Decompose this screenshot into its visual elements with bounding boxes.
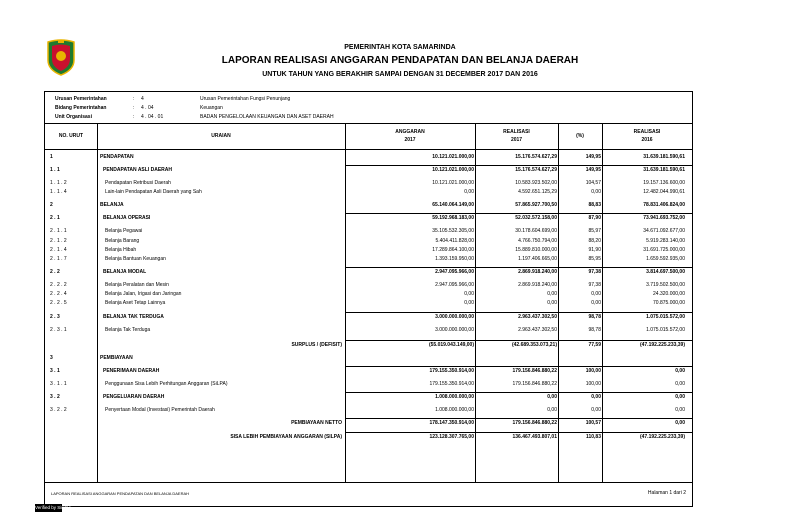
row-number: 3 . 1 xyxy=(50,368,60,374)
cell-percentage: 77,59 xyxy=(588,342,601,348)
cell-realisasi: 0,00 xyxy=(547,291,557,297)
cell-percentage: 149,95 xyxy=(585,167,601,173)
table-row xyxy=(45,215,692,225)
cell-realisasi-2016: 31.639.181.590,61 xyxy=(643,154,685,160)
cell-anggaran: 0,00 xyxy=(464,291,474,297)
cell-realisasi: 0,00 xyxy=(547,300,557,306)
divider xyxy=(45,482,692,483)
cell-percentage: 0,00 xyxy=(591,300,601,306)
cell-realisasi: 2.963.437.302,50 xyxy=(518,327,557,333)
cell-realisasi-2016: 5.919.283.140,00 xyxy=(646,238,685,244)
cell-anggaran: 179.155.350.914,00 xyxy=(429,368,474,374)
cell-percentage: 88,83 xyxy=(588,202,601,208)
cell-anggaran: 65.140.064.149,00 xyxy=(432,202,474,208)
cell-percentage: 97,38 xyxy=(588,269,601,275)
cell-anggaran: 1.008.000.000,00 xyxy=(435,407,474,413)
cell-percentage: 91,90 xyxy=(588,247,601,253)
cell-realisasi: 30.178.604.699,00 xyxy=(515,228,557,234)
table-row xyxy=(45,407,692,417)
cell-realisasi: 0,00 xyxy=(547,394,557,400)
cell-anggaran: 0,00 xyxy=(464,300,474,306)
cell-realisasi-2016: (47.192.225.233,39) xyxy=(639,434,685,440)
cell-anggaran: 123.128.307.765,00 xyxy=(429,434,474,440)
row-description: SURPLUS / (DEFISIT) xyxy=(291,342,342,348)
row-description: Penyertaan Modal (Investasi) Pemerintah Daerah xyxy=(105,407,215,413)
report-period: UNTUK TAHUN YANG BERAKHIR SAMPAI DENGAN 31 DECEMBER 2017 DAN 2016 xyxy=(262,71,538,78)
row-description: SISA LEBIH PEMBIAYAAN ANGGARAN (SILPA) xyxy=(230,434,342,440)
row-number: 1 . 1 . 2 xyxy=(50,180,67,186)
row-description: PENDAPATAN ASLI DAERAH xyxy=(103,167,172,173)
cell-anggaran: 5.404.411.828,00 xyxy=(435,238,474,244)
subtotal-rule xyxy=(345,165,692,166)
cell-realisasi-2016: 3.814.697.500,00 xyxy=(646,269,685,275)
cell-percentage: 98,78 xyxy=(588,327,601,333)
cell-percentage: 88,20 xyxy=(588,238,601,244)
cell-anggaran: 2.947.095.966,00 xyxy=(435,282,474,288)
table-row xyxy=(45,189,692,199)
cell-anggaran: 179.155.350.914,00 xyxy=(429,381,474,387)
cell-percentage: 100,00 xyxy=(585,368,601,374)
cell-realisasi: 179.156.846.880,22 xyxy=(512,368,557,374)
cell-percentage: 100,57 xyxy=(585,420,601,426)
table-row xyxy=(45,355,692,365)
table-row xyxy=(45,394,692,404)
table-row xyxy=(45,300,692,310)
row-description: Belanja Peralatan dan Mesin xyxy=(105,282,169,288)
cell-realisasi-2016: 12.482.044.990,61 xyxy=(643,189,685,195)
samarinda-emblem-icon xyxy=(46,38,76,76)
cell-percentage: 97,38 xyxy=(588,282,601,288)
cell-realisasi-2016: 3.719.502.500,00 xyxy=(646,282,685,288)
row-description: Belanja Pegawai xyxy=(105,228,143,234)
table-row xyxy=(45,167,692,177)
row-number: 3 . 2 xyxy=(50,394,60,400)
cell-realisasi: 179.156.846.880,22 xyxy=(512,420,557,426)
cell-realisasi: 2.869.918.240,00 xyxy=(518,269,557,275)
row-number: 2 . 2 . 4 xyxy=(50,291,67,297)
row-description: BELANJA MODAL xyxy=(103,269,147,275)
subtotal-rule xyxy=(345,418,692,419)
subtotal-rule xyxy=(345,213,692,214)
report-title: LAPORAN REALISASI ANGGARAN PENDAPATAN DAN BELANJA DAERAH xyxy=(221,55,579,66)
table-row xyxy=(45,327,692,337)
cell-percentage: 0,00 xyxy=(591,189,601,195)
cell-realisasi: 15.889.810.000,00 xyxy=(515,247,557,253)
col-header-realisasi: REALISASI 2017 xyxy=(503,129,530,143)
table-row xyxy=(45,368,692,378)
col-header-realisasi-prev: REALISASI 2016 xyxy=(633,129,661,143)
cell-percentage: 85,95 xyxy=(588,256,601,262)
cell-realisasi: 2.963.437.302,50 xyxy=(518,314,557,320)
page-indicator: Halaman 1 dari 2 xyxy=(647,490,686,496)
cell-realisasi-2016: 19.157.136.600,00 xyxy=(643,180,685,186)
row-number: 2 . 1 . 7 xyxy=(50,256,67,262)
row-description: Belanja Barang xyxy=(105,238,140,244)
cell-realisasi-2016: 0,00 xyxy=(675,394,685,400)
cell-realisasi: 15.176.574.627,29 xyxy=(515,167,557,173)
cell-realisasi: 4.766.750.794,00 xyxy=(518,238,557,244)
table-row xyxy=(45,434,692,444)
row-description: Belanja Bantuan Keuangan xyxy=(105,256,166,262)
cell-realisasi: 15.176.574.627,29 xyxy=(515,154,557,160)
cell-percentage: 110,83 xyxy=(585,434,601,440)
table-row xyxy=(45,381,692,391)
cell-percentage: 149,95 xyxy=(585,154,601,160)
cell-anggaran: 178.147.350.914,00 xyxy=(429,420,474,426)
cell-percentage: 0,00 xyxy=(591,407,601,413)
row-number: 3 . 1 . 1 xyxy=(50,381,67,387)
cell-anggaran: 10.121.021.000,00 xyxy=(432,154,474,160)
subtotal-rule xyxy=(345,366,692,367)
verification-stamp: Verified by SimDA xyxy=(35,505,72,510)
row-description: BELANJA OPERASI xyxy=(103,215,151,221)
cell-realisasi: 52.032.572.158,00 xyxy=(515,215,557,221)
cell-anggaran: 10.121.021.000,00 xyxy=(432,180,474,186)
cell-realisasi: 1.197.406.665,00 xyxy=(518,256,557,262)
cell-percentage: 87,90 xyxy=(588,215,601,221)
table-row xyxy=(45,314,692,324)
row-number: 2 . 2 . 2 xyxy=(50,282,67,288)
divider xyxy=(45,149,692,150)
cell-realisasi-2016: 78.831.406.824,00 xyxy=(643,202,685,208)
row-description: PENDAPATAN xyxy=(100,154,134,160)
cell-percentage: 98,78 xyxy=(588,314,601,320)
col-header-uraian: URAIAN xyxy=(211,133,231,139)
table-row xyxy=(45,202,692,212)
header-government: PEMERINTAH KOTA SAMARINDA xyxy=(344,44,456,51)
cell-anggaran: 0,00 xyxy=(464,189,474,195)
subtotal-rule xyxy=(345,432,692,433)
cell-realisasi-2016: (47.192.225.233,39) xyxy=(639,342,685,348)
cell-realisasi: 179.156.846.880,22 xyxy=(512,381,557,387)
row-description: Belanja Hibah xyxy=(105,247,137,253)
cell-realisasi-2016: 0,00 xyxy=(675,368,685,374)
cell-realisasi-2016: 1.659.592.935,00 xyxy=(646,256,685,262)
cell-anggaran: 35.105.532.305,00 xyxy=(432,228,474,234)
row-description: PENERIMAAN DAERAH xyxy=(103,368,160,374)
col-header-pct: (%) xyxy=(576,133,584,139)
row-description: Lain-lain Pendapatan Asli Daerah yang Sah xyxy=(105,189,202,195)
footer-report-name: LAPORAN REALISASI ANGGARAN PENDAPATAN DAN BELANJA DAERAH xyxy=(51,491,190,496)
cell-realisasi-2016: 73.941.693.752,00 xyxy=(643,215,685,221)
cell-percentage: 104,57 xyxy=(585,180,601,186)
cell-anggaran: 59.192.968.183,00 xyxy=(432,215,474,221)
cell-realisasi: 2.869.918.240,00 xyxy=(518,282,557,288)
cell-realisasi: 57.865.927.700,50 xyxy=(515,202,557,208)
cell-anggaran: 1.393.159.950,00 xyxy=(435,256,474,262)
row-description: Pendapatan Retribusi Daerah xyxy=(105,180,171,186)
row-description: BELANJA TAK TERDUGA xyxy=(103,314,164,320)
cell-realisasi: 136.467.493.807,01 xyxy=(512,434,557,440)
cell-realisasi-2016: 1.075.015.572,00 xyxy=(646,314,685,320)
row-number: 2 . 2 xyxy=(50,269,60,275)
cell-realisasi-2016: 0,00 xyxy=(675,420,685,426)
subtotal-rule xyxy=(345,267,692,268)
report-frame: Urusan Pemerintahan : 4 Urusan Pemerintahan Fungsi Penunjang Bidang Pemerintahan : 4 . 04 Keuangan Unit Organisasi : 4 . 04 . 01 BADAN PENGELOLAAN KEUANGAN DAN ASET DAERAH NO. URUT URAIAN ANGGARAN 2017 REALISASI 2017 (%) REALISASI 2016 1 PENDAPATAN 10.121.021.000,00 15.176.574.627,29 149,95 31.639.181.590,61 1 . 1 PENDAPATAN ASLI DAERAH 10.121.021.000,00 15.176.574.627,29 149,95 31.639.181.590,61 1 . 1 . 2 Pendapatan Retribusi Daerah 10.121.021.000,00 10.583.923.502,00 104,57 19.157.136.600,00 1 . 1 . 4 Lain-lain Pendapatan Asli Daerah yang Sah 0,00 4.592.651.125,29 0,00 12.482.044.990,61 2 BELANJA 65.140.064.149,00 57.865.927.700,50 88,83 78.831.406.824,00 2 . 1 BELANJA OPERASI 59.192.968.183,00 52.032.572.158,00 87,90 73.941.693.752,00 2 . 1 . 1 Belanja Pegawai 35.105.532.305,00 30.178.604.699,00 85,97 34.671.092.677,00 2 . 1 . 2 Belanja Barang 5.404.411.828,00 4.766.750.794,00 88,20 5.919.283.140,00 2 . 1 . 4 Belanja Hibah 17.289.864.100,00 15.889.810.000,00 91,90 31.691.725.000,00 2 . 1 . 7 Belanja Bantuan Keuangan 1.393.159.950,00 1.197.406.665,00 85,95 1.659.592.935,00 2 . 2 BELANJA MODAL 2.947.095.966,00 2.869.918.240,00 97,38 3.814.697.500,00 2 . 2 . 2 Belanja Peralatan dan Mesin 2.947.095.966,00 2.869.918.240,00 97,38 3.719.502.500,00 2 . 2 . 4 Belanja Jalan, Irigasi dan Jaringan 0,00 0,00 0,00 24.320.000,00 2 . 2 . 5 Belanja Aset Tetap Lainnya 0,00 0,00 0,00 70.875.000,00 2 . 3 BELANJA TAK TERDUGA 3.000.000.000,00 2.963.437.302,50 98,78 1.075.015.572,00 2 . 3 . 1 Belanja Tak Terduga 3.000.000.000,00 2.963.437.302,50 98,78 1.075.015.572,00 SURPLUS / (DEFISIT) (55.019.043.149,00) (42.689.353.073,21) 77,59 (47.192.225.233,39) 3 PEMBIAYAAN 3 . 1 PENERIMAAN DAERAH 179.155.350.914,00 179.156.846.880,22 100,00 0,00 3 . 1 . 1 Penggunaan Sisa Lebih Perhitungan Anggaran (SiLPA) 179.155.350.914,00 179.156.846.880,22 100,00 0,00 3 . 2 PENGELUARAN DAERAH 1.008.000.000,00 0,00 0,00 0,00 3 . 2 . 2 Penyertaan Modal (Investasi) Pemerintah Daerah 1.008.000.000,00 0,00 0,00 0,00 PEMBIAYAAN NETTO 178.147.350.914,00 179.156.846.880,22 100,57 0,00 SISA LEBIH PEMBIAYAAN ANGGARAN (SILPA) 123.128.307.765,00 136.467.493.807,01 110,83 (47.192.225.233,39) LAPORAN REALISASI ANGGARAN PENDAPATAN DAN BELANJA DAERAH Halaman 1 dari 2 xyxy=(44,91,693,507)
row-number: 2 . 1 . 1 xyxy=(50,228,67,234)
row-description: PEMBIAYAAN xyxy=(100,355,133,361)
cell-percentage: 0,00 xyxy=(591,291,601,297)
table-row xyxy=(45,256,692,266)
table-row xyxy=(45,342,692,352)
col-header-no: NO. URUT xyxy=(58,133,84,139)
row-number: 2 . 3 . 1 xyxy=(50,327,67,333)
row-description: Belanja Tak Terduga xyxy=(105,327,151,333)
cell-realisasi: 0,00 xyxy=(547,407,557,413)
cell-anggaran: 1.008.000.000,00 xyxy=(435,394,474,400)
cell-realisasi-2016: 70.875.000,00 xyxy=(653,300,685,306)
row-number: 1 . 1 xyxy=(50,167,60,173)
row-description: PENGELUARAN DAERAH xyxy=(103,394,165,400)
row-number: 2 xyxy=(50,202,53,208)
row-number: 1 xyxy=(50,154,53,160)
col-header-anggaran: ANGGARAN 2017 xyxy=(395,129,425,143)
cell-realisasi-2016: 0,00 xyxy=(675,407,685,413)
row-number: 2 . 1 . 2 xyxy=(50,238,67,244)
cell-anggaran: 3.000.000.000,00 xyxy=(435,314,474,320)
subtotal-rule xyxy=(345,312,692,313)
cell-realisasi: (42.689.353.073,21) xyxy=(511,342,557,348)
table-row xyxy=(45,269,692,279)
row-description: Belanja Aset Tetap Lainnya xyxy=(105,300,166,306)
cell-anggaran: 17.289.864.100,00 xyxy=(432,247,474,253)
cell-percentage: 0,00 xyxy=(591,394,601,400)
row-description: Penggunaan Sisa Lebih Perhitungan Anggaran (SiLPA) xyxy=(105,381,228,387)
cell-anggaran: 3.000.000.000,00 xyxy=(435,327,474,333)
row-number: 2 . 2 . 5 xyxy=(50,300,67,306)
row-number: 2 . 1 . 4 xyxy=(50,247,67,253)
row-number: 3 . 2 . 2 xyxy=(50,407,67,413)
cell-realisasi: 4.592.651.125,29 xyxy=(518,189,557,195)
row-number: 1 . 1 . 4 xyxy=(50,189,67,195)
cell-realisasi-2016: 1.075.015.572,00 xyxy=(646,327,685,333)
row-description: BELANJA xyxy=(100,202,124,208)
cell-percentage: 85,97 xyxy=(588,228,601,234)
subtotal-rule xyxy=(345,392,692,393)
subtotal-rule xyxy=(345,340,692,341)
row-description: PEMBIAYAAN NETTO xyxy=(291,420,342,426)
cell-realisasi-2016: 31.639.181.590,61 xyxy=(643,167,685,173)
cell-realisasi-2016: 24.320.000,00 xyxy=(653,291,685,297)
cell-percentage: 100,00 xyxy=(585,381,601,387)
cell-anggaran: (55.019.043.149,00) xyxy=(428,342,474,348)
row-number: 2 . 3 xyxy=(50,314,60,320)
cell-anggaran: 10.121.021.000,00 xyxy=(432,167,474,173)
row-number: 3 xyxy=(50,355,53,361)
table-row xyxy=(45,154,692,164)
divider xyxy=(45,123,692,124)
cell-anggaran: 2.947.095.966,00 xyxy=(435,269,474,275)
table-row xyxy=(45,420,692,430)
cell-realisasi-2016: 31.691.725.000,00 xyxy=(643,247,685,253)
cell-realisasi-2016: 34.671.092.677,00 xyxy=(643,228,685,234)
cell-realisasi-2016: 0,00 xyxy=(675,381,685,387)
row-description: Belanja Jalan, Irigasi dan Jaringan xyxy=(105,291,182,297)
row-number: 2 . 1 xyxy=(50,215,60,221)
cell-realisasi: 10.583.923.502,00 xyxy=(515,180,557,186)
table-row xyxy=(45,228,692,238)
